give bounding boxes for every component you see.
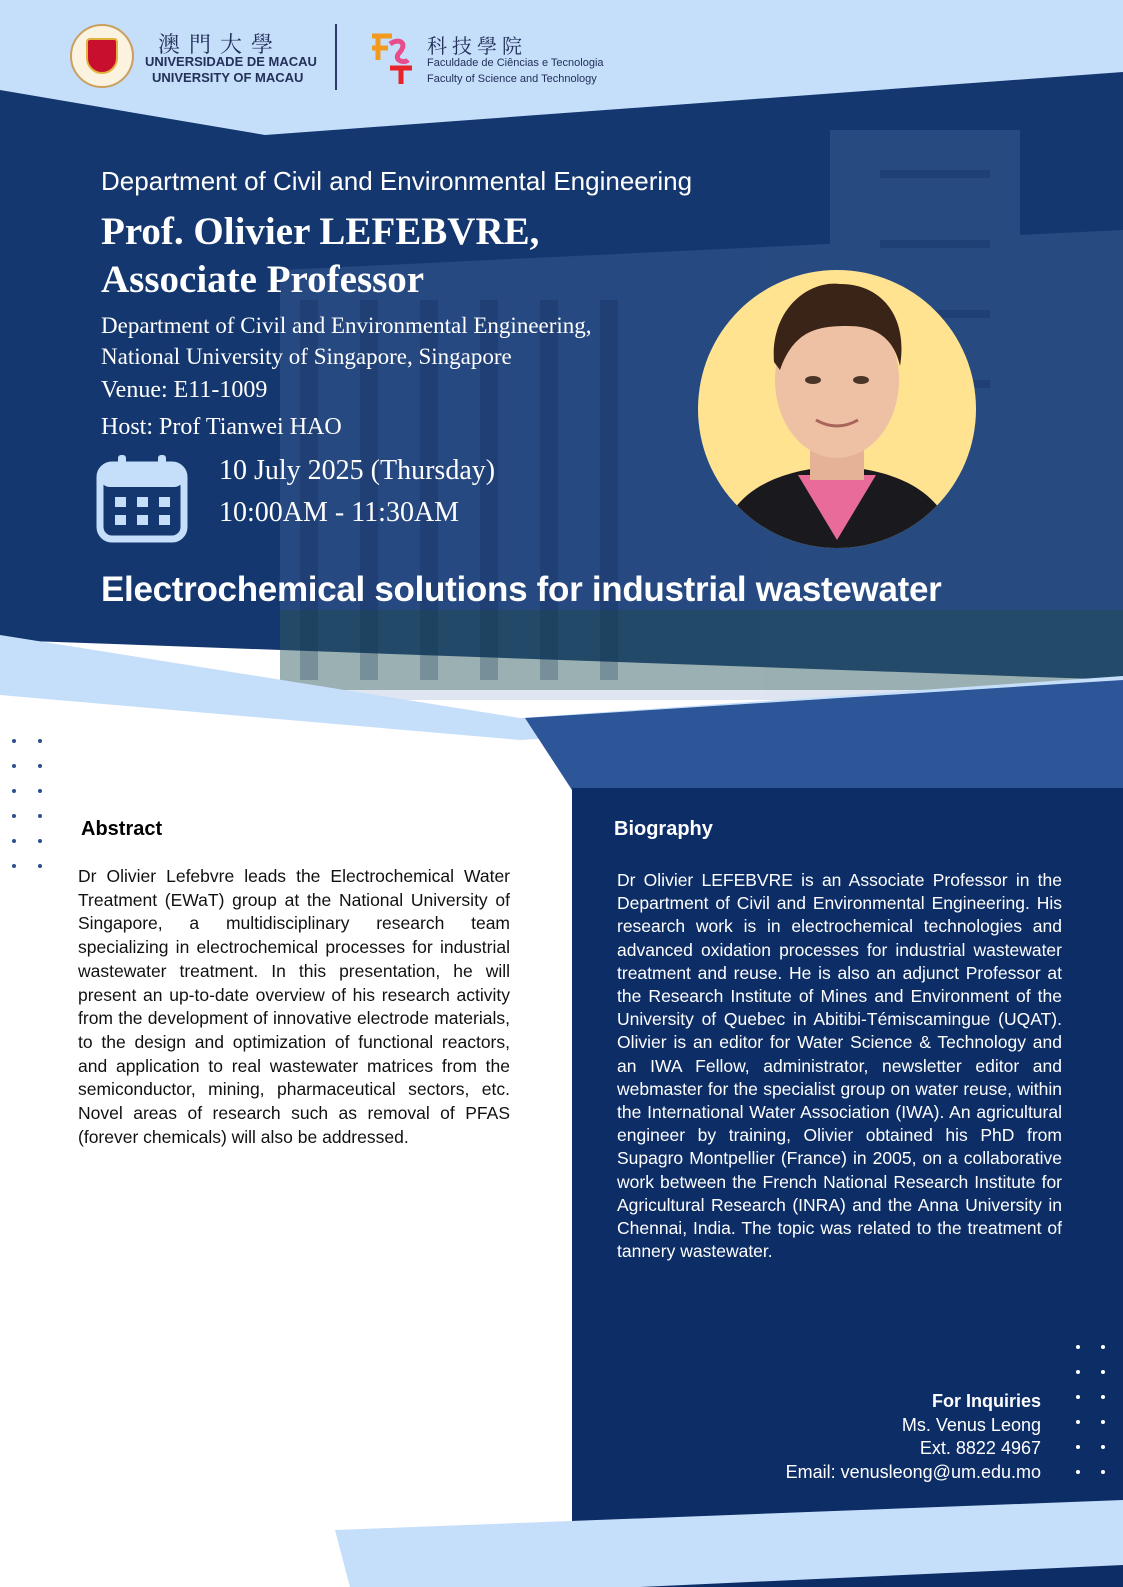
- speaker-name: Prof. Olivier LEFEBVRE,: [101, 210, 540, 253]
- contact-name: Ms. Venus Leong: [901, 1414, 1041, 1435]
- decorative-dot: [38, 789, 42, 793]
- decorative-dot: [1076, 1470, 1080, 1474]
- decorative-dot: [12, 789, 16, 793]
- host-department: Department of Civil and Environmental Engineering: [101, 166, 693, 196]
- contact-email[interactable]: Email: venusleong@um.edu.mo: [785, 1461, 1041, 1482]
- decorative-dot: [1076, 1420, 1080, 1424]
- fst-name-portuguese: Faculdade de Ciências e Tecnologia: [427, 57, 604, 69]
- inquiries-block: [786, 1390, 1041, 1484]
- biography-text: Dr Olivier LEFEBVRE is an Associate Professor in the Department of Civil and Environmental Engineering. His research work is in electrochemical technologies and advanced oxidation processes for industrial wastewater treatment and reuse. He is also an adjunct Professor at the Research Institute of Mines and Environment of the University of Quebec in Abitibi-Témiscamingue (UQAT). Olivier is an editor for Water Science & Technology and an IWA Fellow, administrator, newsletter editor and webmaster for the specialist group on water reuse, within the International Water Association (IWA). An agricultural engineer by training, Olivier obtained his PhD from Supagro Montpellier (France) in 2005, on a collaborative work between the French National Research Institute for Agricultural Research (INRA) and the Anna University in Chennai, India. The topic was related to the treatment of tannery wastewater.: [617, 870, 1062, 1262]
- um-name-portuguese: UNIVERSIDADE DE MACAU: [145, 54, 317, 69]
- host: Host: Prof Tianwei HAO: [101, 414, 342, 440]
- fst-name-english: Faculty of Science and Technology: [427, 73, 597, 85]
- venue: Venue: E11-1009: [101, 377, 268, 403]
- calendar-icon: [96, 455, 188, 543]
- decorative-dot: [38, 839, 42, 843]
- decorative-dot: [1101, 1445, 1105, 1449]
- abstract-heading: Abstract: [81, 818, 163, 840]
- decorative-dot: [1076, 1370, 1080, 1374]
- university-seal-logo: [70, 24, 134, 88]
- decorative-dot: [12, 739, 16, 743]
- decorative-dot: [38, 739, 42, 743]
- decorative-dot: [1076, 1395, 1080, 1399]
- speaker-title: Associate Professor: [101, 258, 425, 301]
- decorative-dot: [12, 814, 16, 818]
- inquiries-heading: For Inquiries: [931, 1391, 1041, 1411]
- biography-heading: Biography: [614, 818, 713, 840]
- speaker-affiliation: [101, 310, 592, 372]
- decorative-dot: [38, 864, 42, 868]
- decorative-dot: [12, 764, 16, 768]
- decorative-dot: [1101, 1395, 1105, 1399]
- fst-logo: [368, 30, 414, 86]
- decorative-dot: [1101, 1345, 1105, 1349]
- decorative-dot: [38, 764, 42, 768]
- speaker-heading: [101, 208, 539, 304]
- contact-extension: Ext. 8822 4967: [919, 1438, 1041, 1458]
- talk-title: Electrochemical solutions for industrial wastewater: [101, 570, 942, 609]
- event-date: 10 July 2025 (Thursday): [219, 455, 496, 486]
- decorative-dot: [1101, 1470, 1105, 1474]
- event-time: 10:00AM - 11:30AM: [219, 497, 460, 528]
- fst-name-chinese: 科技學院: [427, 34, 527, 58]
- affiliation-line-2: National University of Singapore, Singapore: [101, 344, 512, 369]
- decorative-dot: [12, 839, 16, 843]
- decorative-dot: [1076, 1345, 1080, 1349]
- abstract-text: Dr Olivier Lefebvre leads the Electrochemical Water Treatment (EWaT) group at the National University of Singapore, a multidisciplinary research team specializing in electrochemical processes for industrial wastewater treatment. In this presentation, he will present an up-to-date overview of his research activity from the development of innovative electrode materials, to the design and optimization of functional reactors, and application to real wastewater matrices from the semiconductor, mining, pharmaceutical sectors, etc. Novel areas of research such as removal of PFAS (forever chemicals) will also be addressed.: [78, 866, 510, 1147]
- decorative-dot: [38, 814, 42, 818]
- um-name-english: UNIVERSITY OF MACAU: [152, 70, 304, 85]
- decorative-dot: [1076, 1445, 1080, 1449]
- affiliation-line-1: Department of Civil and Environmental Engineering,: [101, 313, 592, 338]
- speaker-photo: [698, 270, 976, 548]
- decorative-dot: [12, 864, 16, 868]
- um-name-chinese: 澳門大學: [158, 33, 283, 58]
- decorative-dot: [1101, 1420, 1105, 1424]
- decorative-dot: [1101, 1370, 1105, 1374]
- logo-divider: [335, 24, 337, 90]
